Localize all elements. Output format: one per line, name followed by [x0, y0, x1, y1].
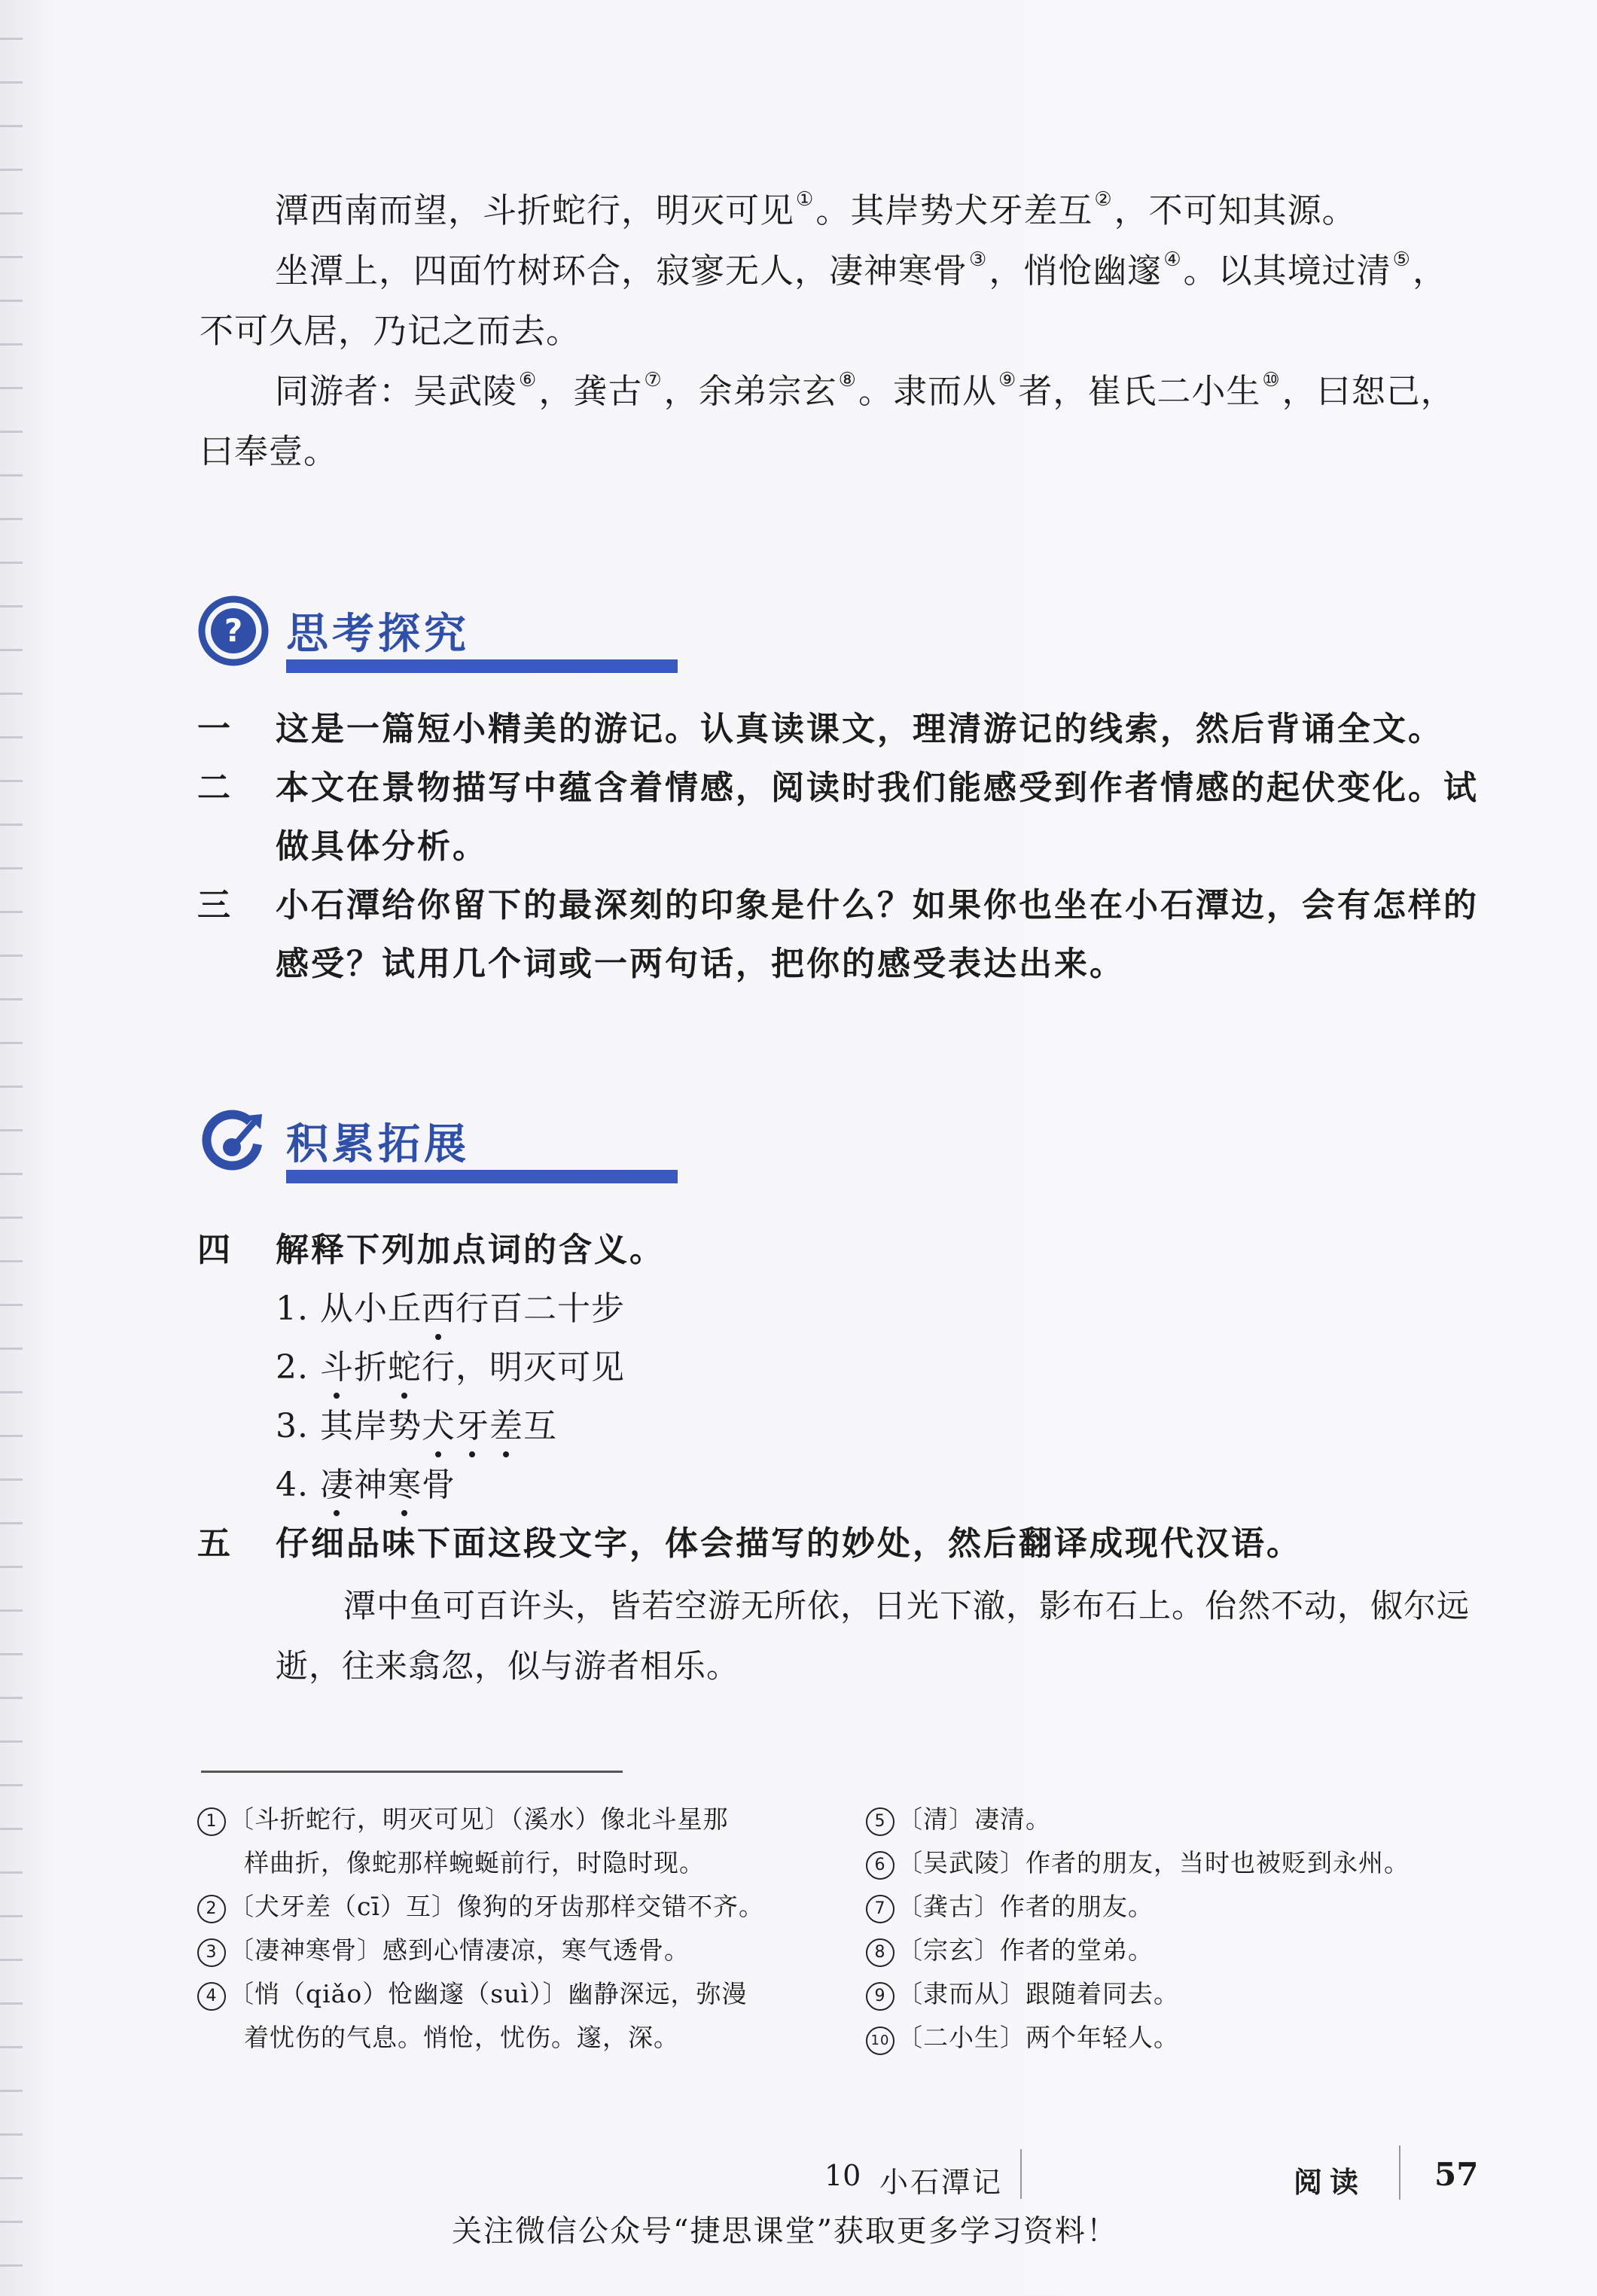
question-2: 二 本文在景物描写中蕴含着情感，阅读时我们能感受到作者情感的起伏变化。试做具体分析。: [197, 769, 1479, 866]
question-1: 一 这是一篇短小精美的游记。认真读课文，理清游记的线索，然后背诵全文。: [197, 710, 1443, 748]
footer-divider: [1399, 2145, 1400, 2200]
title-underline: [286, 659, 678, 673]
lesson-number: 10: [824, 2159, 861, 2192]
question-4: 四 解释下列加点词的含义。: [197, 1231, 665, 1269]
svg-text:?: ?: [224, 612, 243, 649]
page-number: 57: [1434, 2156, 1479, 2193]
question-3: 三 小石潭给你留下的最深刻的印象是什么？如果你也坐在小石潭边，会有怎样的感受？试用几个词或一两句话，把你的感受表达出来。: [197, 886, 1479, 983]
question-mark-icon: [197, 595, 270, 667]
quoted-passage: 潭中鱼可百许头，皆若空游无所依，日光下澈，影布石上。佁然不动，俶尔远逝，往来翕忽，似与游者相乐。: [276, 1588, 1470, 1685]
sub-item-4: 4. 凄神寒骨: [276, 1456, 456, 1515]
section-think-explore-heading: [197, 595, 544, 685]
question-5: 五 仔细品味下面这段文字，体会描写的妙处，然后翻译成现代汉语。: [197, 1524, 1302, 1563]
footnotes-right: [866, 1798, 1528, 2060]
section-accumulate-expand-heading: [197, 1105, 544, 1195]
paragraph-1: 潭西南而望，斗折蛇行，明灭可见①。其岸势犬牙差互②，不可知其源。: [275, 188, 1357, 230]
footnotes-left: [197, 1798, 830, 2060]
title-underline: [286, 1170, 678, 1183]
footnote-6: 6 〔吴武陵〕作者的朋友，当时也被贬到永州。: [866, 1841, 1528, 1885]
section-title: 思考探究: [286, 610, 470, 659]
watermark-text: 关注微信公众号“捷思课堂”获取更多学习资料！: [452, 2214, 1118, 2249]
footnote-5: 5 〔清〕凄清。: [866, 1798, 1528, 1841]
expand-arrow-icon: [197, 1105, 270, 1177]
footnote-rule: [201, 1771, 623, 1773]
sub-item-3: 3. 其岸势犬牙差互: [276, 1397, 557, 1456]
footnote-1: 1 〔斗折蛇行，明灭可见〕（溪水）像北斗星那 样曲折，像蛇那样蜿蜒前行，时隐时现。: [197, 1798, 830, 1885]
unit-label: 阅读: [1294, 2165, 1367, 2199]
paragraph-2: 坐潭上，四面竹树环合，寂寥无人，凄神寒骨③，悄怆幽邃④。以其境过清⑤，不可久居，乃记之而去。: [200, 248, 1447, 351]
lesson-title: 小石潭记: [879, 2166, 1004, 2199]
footnote-7: 7 〔龚古〕作者的朋友。: [866, 1885, 1528, 1929]
footnote-2: 2 〔犬牙差（cī）互〕像狗的牙齿那样交错不齐。: [197, 1885, 830, 1929]
paragraph-3: 同游者：吴武陵⑥，龚古⑦，余弟宗玄⑧。隶而从⑨者，崔氏二小生⑩，曰恕己，曰奉壹。: [200, 369, 1455, 471]
footnote-9: 9 〔隶而从〕跟随着同去。: [866, 1972, 1528, 2016]
binding-edge: [0, 0, 23, 2296]
sub-item-2: 2. 斗折蛇行，明灭可见: [276, 1338, 625, 1397]
footnote-3: 3 〔凄神寒骨〕感到心情凄凉，寒气透骨。: [197, 1929, 830, 1972]
footnote-8: 8 〔宗玄〕作者的堂弟。: [866, 1929, 1528, 1972]
sub-item-1: 1. 从小丘西行百二十步: [276, 1280, 625, 1338]
footer-divider: [1020, 2149, 1022, 2199]
footnote-4: 4 〔悄（qiǎo）怆幽邃（suì）〕幽静深远，弥漫 着忧伤的气息。悄怆，忧伤。邃，深。: [197, 1972, 830, 2060]
section-title: 积累拓展: [286, 1120, 470, 1169]
footnote-10: 10 〔二小生〕两个年轻人。: [866, 2016, 1528, 2060]
